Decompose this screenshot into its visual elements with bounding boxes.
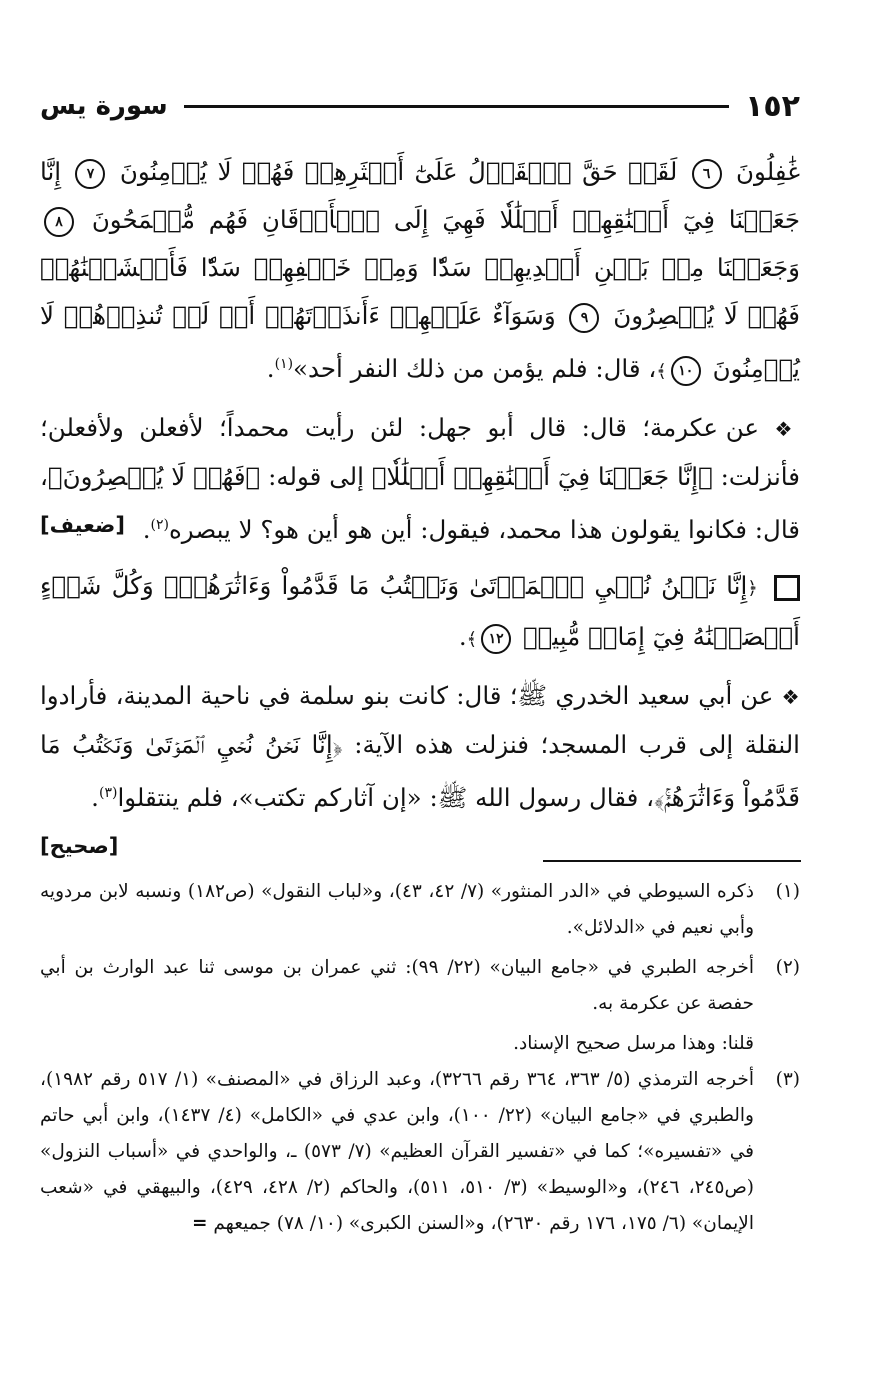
paragraph-ikrimah [40, 404, 800, 554]
footnote-text: ذكره السيوطي في «الدر المنثور» (٧/ ٤٢، ٤٣)، و«لباب النقول» (ص١٨٢) ونسبه لابن مردويه وأبي نعيم في «الدلائل». [40, 881, 754, 938]
quran-quote: ﴿فَهُمۡ لَا يُبۡصِرُونَ﴾ [47, 462, 261, 492]
aya-number-6: ٦ [692, 159, 722, 189]
aya-number-9: ٩ [569, 303, 599, 333]
footnote-1 [40, 874, 800, 946]
footnote-number: (٢) [775, 957, 800, 978]
aya-number-12: ١٢ [481, 624, 511, 654]
opening-bracket: ﴿ [747, 578, 758, 600]
footnote-number: (١) [775, 881, 800, 902]
narration-text: ، قال: فكانوا يقولون هذا محمد، فيقول: أين هو أين هو؟ لا يبصره [40, 462, 800, 545]
verse-12: إِنَّا نَحۡنُ نُحۡيِ ٱلۡمَوۡتَىٰ وَنَكۡتُبُ مَا قَدَّمُواْ وَءَاثَٰرَهُمۡۚ وَكُلَّ شَيۡءٍ أَحۡصَيۡنَٰهُ فِيٓ إِمَامٖ مُّبِينٖ [40, 571, 800, 652]
paragraph-abu-saeed [40, 672, 800, 859]
quran-quote: ﴿إِنَّا جَعَلۡنَا فِيٓ أَعۡنَٰقِهِمۡ أَغۡلَٰلٗا﴾ [371, 462, 713, 492]
period: . [142, 515, 151, 545]
period: . [458, 622, 467, 652]
footnote-3-text: أخرجه الترمذي (٥/ ٣٦٣، ٣٦٤ رقم ٣٢٦٦)، وعبد الرزاق في «المصنف» (١/ ٥١٧ رقم ١٩٨٢)، والطبري في «جامع البيان» (٢٢/ ١٠٠)، وابن عدي في «الكامل» (٤/ ١٤٣٧)، وابن أبي حاتم في «تفسيره»؛ كما في «تفسير القرآن العظيم» (٧/ ٥٧٣) ـ، والواحدي في «أسباب النزول» (ص٢٤٥، ٢٤٦)، و«الوسيط» (٣/ ٥١٠، ٥١١)، والحاكم (٢/ ٤٢٨، ٤٢٩)، والبيهقي في «شعب الإيمان» (٦/ ١٧٥، ١٧٦ رقم ٢٦٣٠)، و«السنن الكبرى» (١٠/ ٧٨) جميعهم [40, 1069, 755, 1234]
footnote-ref-3: (٣) [98, 785, 118, 802]
main-text [40, 148, 800, 870]
verse-7: لَقَدۡ حَقَّ ٱلۡقَوۡلُ عَلَىٰٓ أَكۡثَرِهِمۡ فَهُمۡ لَا يُؤۡمِنُونَ [119, 157, 678, 186]
header-rule [184, 105, 729, 108]
paragraph-verses-6-10 [40, 148, 800, 396]
quran-quote: ﴿إِنَّا نَحۡنُ نُحۡيِ ٱلۡمَوۡتَىٰ وَنَكۡتُبُ مَا قَدَّمُواْ وَءَاثَٰرَهُمۡۚ﴾ [40, 730, 800, 813]
footnote-2-remark: قلنا: وهذا مرسل صحيح الإسناد. [513, 1033, 754, 1054]
narration-text: إلى قوله: [268, 462, 364, 492]
verse-fragment: غَٰفِلُونَ [736, 157, 801, 186]
footnote-ref-1: (١) [274, 356, 294, 372]
period: . [91, 783, 99, 813]
diamond-bullet-icon: ❖ [781, 685, 800, 710]
footnote-ref-2: (٢) [150, 517, 169, 534]
aya-number-7: ٧ [75, 159, 105, 189]
footnotes [40, 874, 800, 1246]
footnote-text: أخرجه الطبري في «جامع البيان» (٢٢/ ٩٩): ثني عمران بن موسى ثنا عبد الوارث بن أبي حفصة عن عكرمة به. [40, 957, 754, 1014]
verse-10: وَسَوَآءٌ عَلَيۡهِمۡ ءَأَنذَرۡتَهُمۡ أَمۡ لَمۡ تُنذِرۡهُمۡ لَا يُؤۡمِنُونَ [40, 301, 800, 384]
hadith-grade-daif: [ضعيف] [40, 513, 125, 538]
verse-8: إِنَّا جَعَلۡنَا فِيٓ أَعۡنَٰقِهِمۡ أَغۡلَٰلٗا فَهِيَ إِلَى ٱلۡأَذۡقَانِ فَهُم مُّقۡمَحُونَ [40, 157, 800, 234]
closing-bracket: ﴾ [656, 361, 667, 383]
narration-text: عن عكرمة؛ قال: قال أبو جهل: لئن رأيت محمداً؛ لأفعلن ولأفعلن؛ فأنزلت: [40, 413, 800, 492]
page-number: ١٥٢ [745, 88, 800, 124]
footnote-text [40, 1062, 754, 1242]
narration-text: عن أبي سعيد الخدري ﷺ؛ قال: كانت بنو سلمة في ناحية المدينة، فأرادوا النقلة إلى قرب المسجد؛ فنزلت هذه الآية: [40, 681, 800, 760]
footnote-number: (٣) [775, 1069, 800, 1090]
continuation-mark: = [191, 1213, 208, 1234]
verse-9: وَجَعَلۡنَا مِنۢ بَيۡنِ أَيۡدِيهِمۡ سَدّٗا وَمِنۡ خَلۡفِهِمۡ سَدّٗا فَأَغۡشَيۡنَٰهُمۡ فَهُمۡ لَا يُبۡصِرُونَ [40, 253, 801, 330]
hadith-grade-sahih: [صحيح] [40, 834, 119, 859]
square-bullet-icon [774, 575, 800, 601]
diamond-bullet-icon: ❖ [774, 417, 800, 442]
aya-number-10: ١٠ [671, 356, 701, 386]
surah-name: سورة يس [40, 91, 168, 121]
footnote-3 [40, 1062, 800, 1242]
period: . [266, 354, 275, 384]
closing-bracket: ﴾ [466, 629, 478, 651]
narration-text: ، فقال رسول الله ﷺ: «إن آثاركم تكتب»، فلم ينتقلوا [117, 783, 655, 813]
aya-number-8: ٨ [44, 207, 74, 237]
paragraph-verse-12 [40, 562, 800, 664]
commentary: ، قال: فلم يؤمن من ذلك النفر أحد» [293, 354, 657, 384]
footnote-separator [543, 860, 801, 862]
footnote-2 [40, 950, 800, 1022]
page-header [40, 86, 800, 126]
